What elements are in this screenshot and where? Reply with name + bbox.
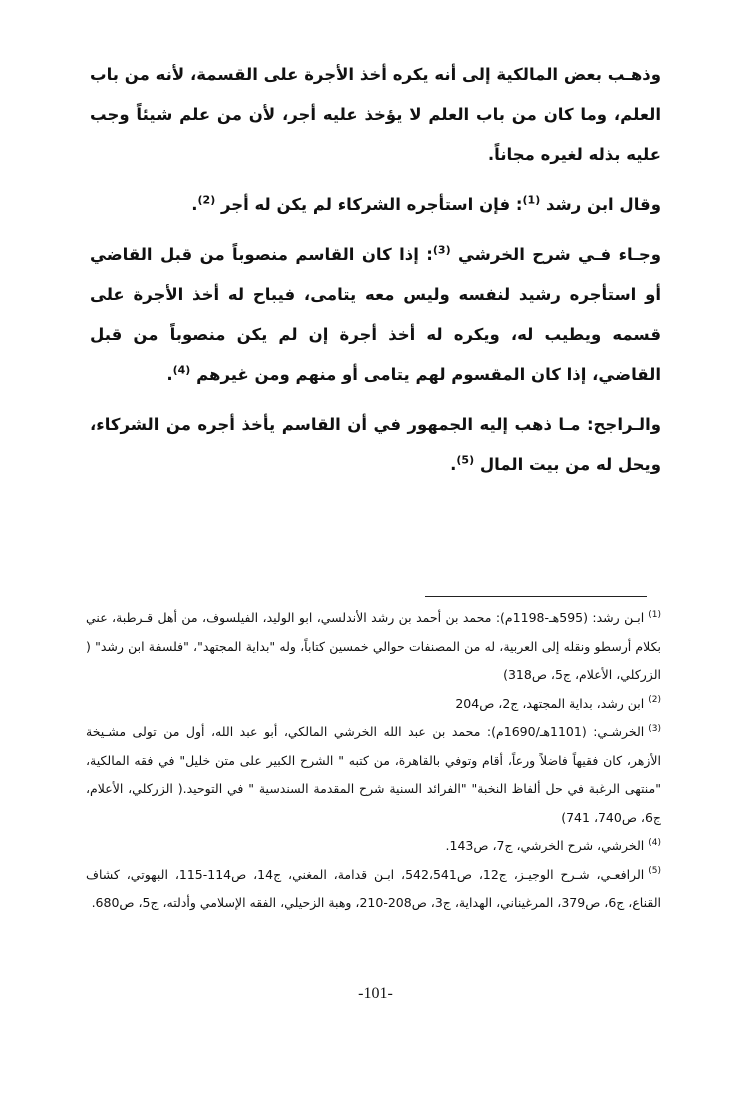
- footnote-ref-2[interactable]: (2): [197, 193, 216, 207]
- page-number: -101-: [358, 985, 393, 1002]
- conclusion-label: والـراجح:: [586, 415, 661, 434]
- footnote-4: $^{(4)}$الخرشي، شرح الخرشي، ج7، ص143.: [445, 837, 661, 853]
- footnotes: [86, 604, 661, 918]
- main-text: [90, 55, 661, 485]
- footnote-3: $^{(3)}$الخرشـي: (1101هـ/1690م): محمد بن عبد الله الخرشي المالكي، أبو عبد الله، أول من تولى مشـيخة الأزهر، كان فقيهاً فاضلاً ورعاً، أقام وتوفي بالقاهرة، من كتبه " الشرح الكبير على متن خليل" في فقه المالكية، "منتهى الرغبة في حل ألفاظ النخبة" "الفرائد السنية شرح المقدمة السندسية " في التوحيد.( الزركلي، الأعلام، ج6، ص740، 741): [86, 723, 661, 825]
- footnote-ref-5[interactable]: (5): [456, 453, 475, 467]
- paragraph-1: وذهـب بعض المالكية إلى أنه يكره أخذ الأجرة على القسمة، لأنه من باب العلم، وما كان من باب العلم لا يؤخذ عليه أجر، لأن من علم شيئاً وجب عليه بذله لغيره مجاناً.: [90, 65, 661, 164]
- paragraph-2: وقال ابن رشد $^{(1)}$: فإن استأجره الشركاء لم يكن له أجر $^{(2)}$.: [191, 193, 661, 214]
- paragraph-4: والـراجح: مـا ذهب إليه الجمهور في أن القاسم يأخذ أجره من الشركاء، ويحل له من بيت المال $^{(5)}$.: [90, 415, 661, 474]
- footnote-ref-1[interactable]: (1): [522, 193, 541, 207]
- footnote-ref-4[interactable]: (4): [172, 363, 191, 377]
- footnote-separator: [425, 596, 647, 597]
- footnote-1: $^{(1)}$ابـن رشد: (595هـ-1198م): محمد بن أحمد بن رشد الأندلسي، ابو الوليد، الفيلسوف، من أهل قـرطبة، عني بكلام أرسطو ونقله إلى العربية، له من المصنفات حوالي خمسين كتاباً، وله "بداية المجتهد"، "فلسفة ابن رشد" ( الزركلي، الأعلام، ج5، ص318): [86, 609, 661, 682]
- footnote-5: $^{(5)}$الرافعـي، شـرح الوجيـز، ج12، ص542،541، ابـن قدامة، المغني، ج14، ص114-115، البهوتي، كشاف القناع، ج6، ص379، المرغيناني، الهداية، ج3، ص208-210، وهبة الزحيلي، الفقه الإسلامي وأدلته، ج5، ص680.: [86, 866, 662, 910]
- footnote-ref-3[interactable]: (3): [432, 243, 451, 257]
- footnote-2: $^{(2)}$ابن رشد، بداية المجتهد، ج2، ص204: [455, 695, 661, 711]
- paragraph-3: وجـاء فـي شرح الخرشي $^{(3)}$: إذا كان القاسم منصوباً من قبل القاضي أو استأجره رشيد لنفسه وليس معه يتامى، فيباح له أخذ الأجرة على قسمه ويطيب له، ويكره له أخذ أجرة إن لم يكن منصوباً من قبل القاضي، إذا كان المقسوم لهم يتامى أو منهم ومن غيرهم $^{(4)}$.: [90, 243, 661, 384]
